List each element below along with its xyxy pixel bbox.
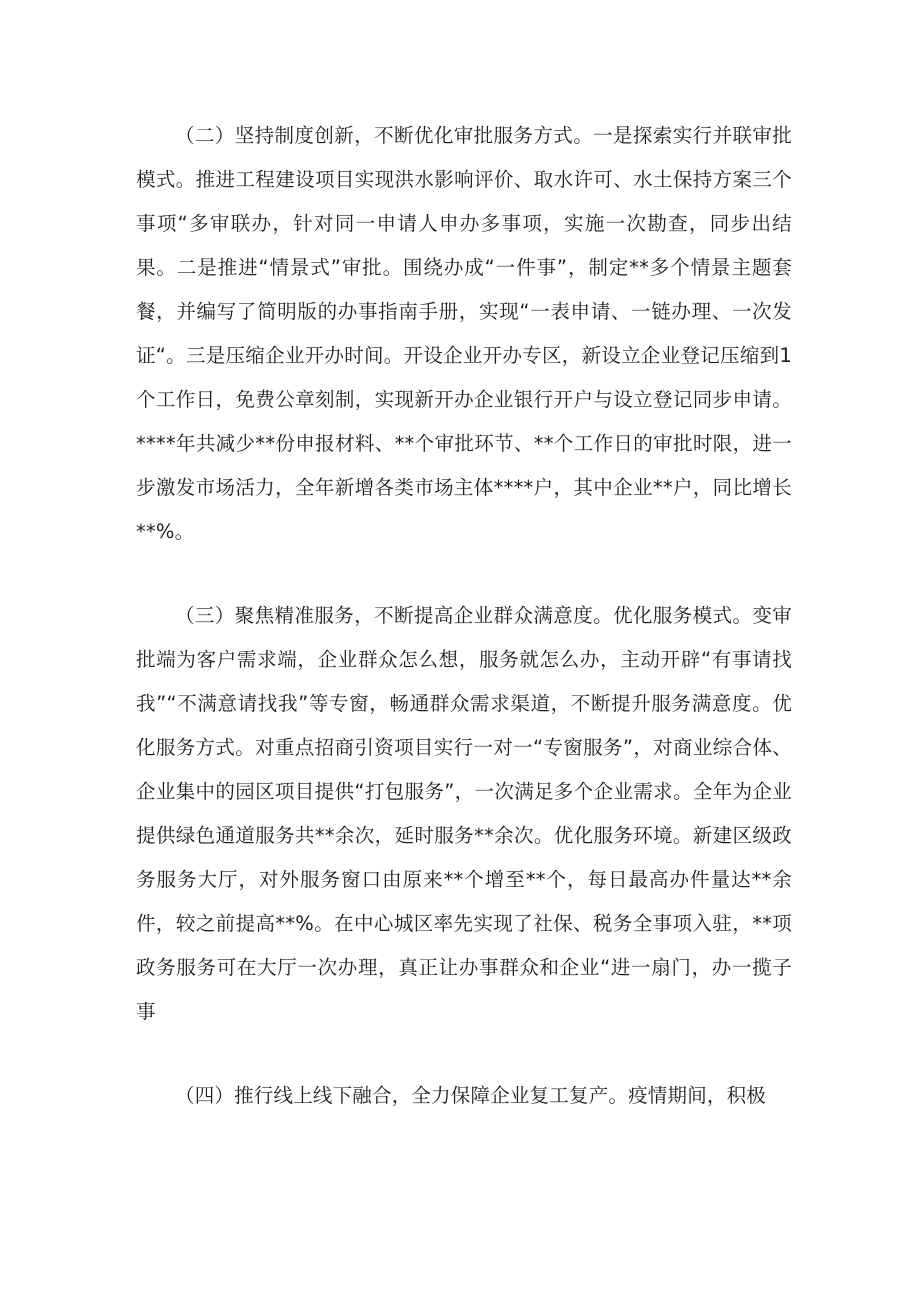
paragraph-section-4: （四）推行线上线下融合，全力保障企业复工复产。疫情期间，积极 [175,1084,767,1107]
paragraph-section-3: （三）聚焦精准服务，不断提高企业群众满意度。优化服务模式。变审批端为客户需求端，企业群众怎么想，服务就怎么办，主动开辟“有事请找我”“不满意请找我”等专窗，畅通群众需求渠道，不断提升服务满意度。优化服务方式。对重点招商引资项目实行一对一“专窗服务”，对商业综合体、企业集中的园区项目提供“打包服务”，一次满足多个企业需求。全年为企业提供绿色通道服务共**余次，延时服务**余次。优化服务环境。新建区级政务服务大厅，对外服务窗口由原来**个增至**个，每日最高办件量达**余件，较之前提高**%。在中心城区率先实现了社保、税务全事项入驻，**项政务服务可在大厅一次办理，真正让办事群众和企业“进一扇门，办一揽子事 [136,604,792,1023]
paragraph-section-2: （二）坚持制度创新，不断优化审批服务方式。一是探索实行并联审批模式。推进工程建设项目实现洪水影响评价、取水许可、水土保持方案三个事项“多审联办，针对同一申请人申办多事项，实施一次勘查，同步出结果。二是推进“情景式”审批。围绕办成“一件事”，制定**多个情景主题套餐，并编写了简明版的办事指南手册，实现“一表申请、一链办理、一次发证“。三是压缩企业开办时间。开设企业开办专区，新设立企业登记压缩到1个工作日，免费公章刻制，实现新开办企业银行开户与设立登记同步申请。****年共减少**份申报材料、**个审批环节、**个工作日的审批时限，进一步激发市场活力，全年新增各类市场主体****户，其中企业**户，同比增长**%。 [136,124,792,543]
document-body [136,114,792,1158]
